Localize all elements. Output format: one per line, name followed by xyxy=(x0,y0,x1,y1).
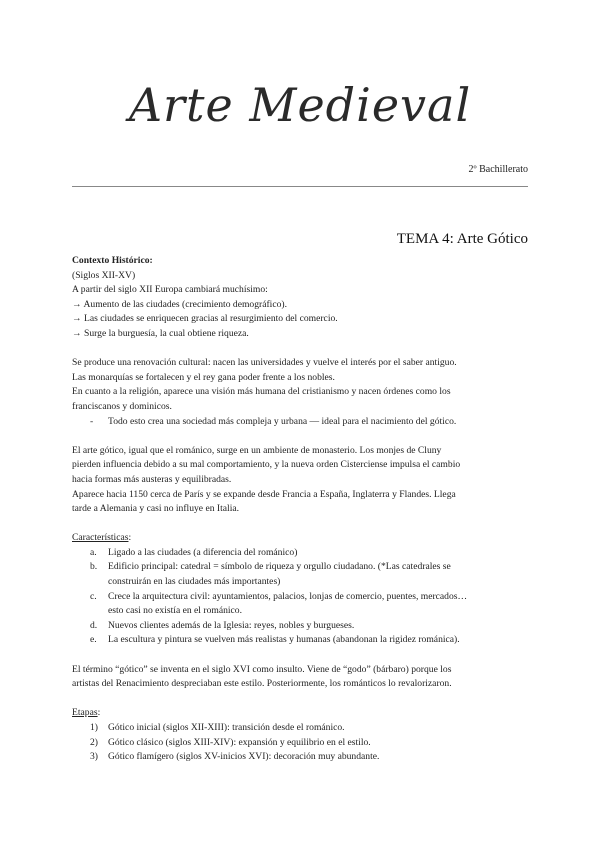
list-text: Ligado a las ciudades (a diferencia del románico) xyxy=(108,546,298,558)
header-divider xyxy=(72,186,528,187)
list-text: La escultura y pintura se vuelven más realistas y humanas (abandonan la rigidez románica). xyxy=(108,634,460,646)
context-arrow-item: → Aumento de las ciudades (crecimiento demográfico). xyxy=(72,298,287,310)
renewal-line: franciscanos y dominicos. xyxy=(72,400,172,412)
context-arrow-item: → Surge la burguesía, la cual obtiene riqueza. xyxy=(72,327,249,339)
list-marker: a. xyxy=(90,546,97,558)
list-marker: b. xyxy=(90,561,98,573)
dash-bullet: - xyxy=(90,415,94,427)
list-marker: 2) xyxy=(90,736,98,748)
list-item xyxy=(72,546,528,561)
context-heading: Contexto Histórico: xyxy=(72,255,153,266)
stages-heading: Etapas xyxy=(72,707,98,719)
list-item xyxy=(72,619,528,634)
document-title: Arte Medieval xyxy=(128,78,472,132)
list-marker: 3) xyxy=(90,751,98,763)
spacer xyxy=(72,517,528,532)
origin-line: El arte gótico, igual que el románico, surge en un ambiente de monasterio. Los monjes de Cluny xyxy=(72,444,442,456)
list-marker: 1) xyxy=(90,722,98,733)
document-body xyxy=(72,254,528,765)
list-item xyxy=(72,721,528,736)
stages-list xyxy=(72,721,528,765)
context-centuries: (Siglos XII-XV) xyxy=(72,269,136,281)
list-text: Gótico clásico (siglos XIII-XIV): expansión y equilibrio en el estilo. xyxy=(108,736,371,748)
origin-line: hacia formas más austeras y equilibradas. xyxy=(72,473,232,485)
bullet-text: Todo esto crea una sociedad más compleja y urbana — ideal para el nacimiento del gótico. xyxy=(108,415,457,427)
spacer xyxy=(72,429,528,444)
grade-label: 2º Bachillerato xyxy=(468,164,528,175)
list-text: Gótico inicial (siglos XII-XIII): transición desde el románico. xyxy=(108,722,345,733)
list-text: construirán en las ciudades más importantes) xyxy=(108,576,281,588)
context-bullet-list xyxy=(72,415,528,430)
renewal-line: En cuanto a la religión, aparece una visión más humana del cristianismo y nacen órdenes como los xyxy=(72,386,451,398)
list-text: Edificio principal: catedral = símbolo de riqueza y orgullo ciudadano. (*Las catedrales se xyxy=(108,561,451,573)
characteristics-heading-line: Características: xyxy=(72,532,132,544)
characteristics-list xyxy=(72,546,528,648)
list-text: Crece la arquitectura civil: ayuntamientos, palacios, lonjas de comercio, puentes, mercados… xyxy=(108,590,468,602)
list-item xyxy=(72,415,528,430)
list-text: esto casi no existía en el románico. xyxy=(108,605,243,617)
list-marker: d. xyxy=(90,619,98,631)
spacer xyxy=(72,648,528,663)
list-item xyxy=(72,590,528,619)
topic-heading: TEMA 4: Arte Gótico xyxy=(396,231,528,247)
term-line: artistas del Renacimiento despreciaban este estilo. Posteriormente, los románticos lo revalorizaron. xyxy=(72,678,452,690)
origin-line: tarde a Alemania y casi no influye en Italia. xyxy=(72,503,240,515)
characteristics-heading: Características xyxy=(72,532,129,544)
renewal-line: Se produce una renovación cultural: nacen las universidades y vuelve el interés por el saber antiguo. xyxy=(72,357,457,369)
renewal-line: Las monarquías se fortalecen y el rey gana poder frente a los nobles. xyxy=(72,371,335,383)
list-marker: e. xyxy=(90,634,97,646)
list-item xyxy=(72,736,528,751)
term-line: El término “gótico” se inventa en el siglo XVI como insulto. Viene de “godo” (bárbaro) porque los xyxy=(72,663,452,675)
origin-line: pierden influencia debido a su mal comportamiento, y la nueva orden Cisterciense impulsa el cambio xyxy=(72,459,461,471)
list-item xyxy=(72,633,528,648)
spacer xyxy=(72,692,528,707)
context-arrow-item: → Las ciudades se enriquecen gracias al resurgimiento del comercio. xyxy=(72,313,338,325)
stages-heading-line: Etapas: xyxy=(72,707,101,719)
list-marker: c. xyxy=(90,590,97,602)
origin-line: Aparece hacia 1150 cerca de París y se expande desde Francia a España, Inglaterra y Flandes. Llega xyxy=(72,488,456,500)
context-intro: A partir del siglo XII Europa cambiará muchísimo: xyxy=(72,284,268,296)
list-item xyxy=(72,750,528,765)
list-item xyxy=(72,560,528,589)
spacer xyxy=(72,342,528,357)
list-text: Gótico flamígero (siglos XV-inicios XVI): decoración muy abundante. xyxy=(108,751,380,763)
list-text: Nuevos clientes además de la Iglesia: reyes, nobles y burgueses. xyxy=(108,619,355,631)
